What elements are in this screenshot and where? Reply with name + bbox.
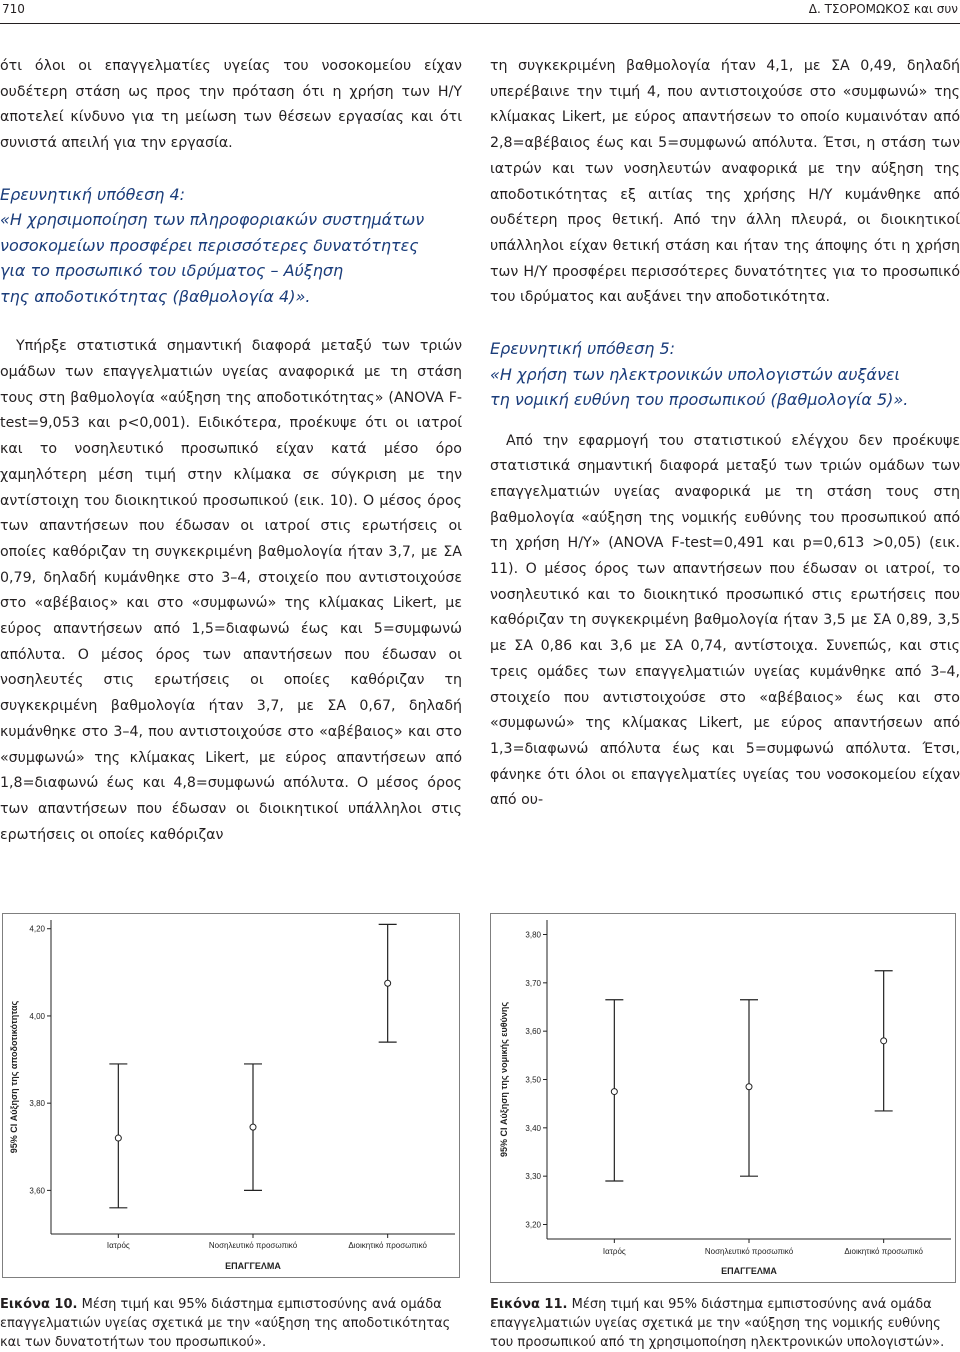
left-paragraph-1: ότι όλοι οι επαγγελματίες υγείας του νοσοκομείου είχαν ουδέτερη στάση ως προς την πρόταση ότι η χρήση των Η/Υ αποτελεί κίνδυνο για τη μείωση των θέσεων εργασίας και ότι συνιστά απειλή για την εργασία. <box>0 58 462 152</box>
left-column <box>0 54 462 848</box>
x-tick-label: Ιατρός <box>602 1247 626 1256</box>
figure-10-chart <box>2 913 460 1278</box>
y-tick-label: 3,20 <box>525 1220 541 1230</box>
figure-11-caption <box>490 1295 960 1352</box>
hypothesis-4-line: για το προσωπικό του ιδρύματος – Αύξηση <box>0 261 344 281</box>
y-tick-label: 3,80 <box>525 930 541 940</box>
x-tick-label: Διοικητικό προσωπικό <box>348 1241 427 1250</box>
x-axis-label: ΕΠΑΓΓΕΛΜΑ <box>225 1261 281 1271</box>
y-tick-label: 3,80 <box>29 1099 45 1109</box>
hypothesis-4 <box>0 182 462 310</box>
mean-point <box>746 1084 752 1090</box>
running-author: Δ. ΤΣΟΡΟΜΩΚΟΣ και συν <box>808 2 958 16</box>
y-tick-label: 4,00 <box>29 1011 45 1021</box>
mean-point <box>385 980 391 986</box>
y-tick-label: 4,20 <box>29 924 45 934</box>
figure-10 <box>2 913 460 1278</box>
right-paragraph-2: Από την εφαρμογή του στατιστικού ελέγχου δεν προέκυψε στατιστικά σημαντική διαφορά μεταξύ των τριών ομάδων των επαγγελματιών υγείας αναφορικά με τη στάση τους στη βαθμολογία «αύξηση της νομικής ευθύνης του προσωπικού από τη χρήση Η/Υ» (ANOVA F-test=0,491 και p=0,613 >0,05) (εικ. 11). Ο μέσος όρος των απαντήσεων που έδωσαν οι ιατροί, το νοσηλευτικό και το διοικητικό προσωπικό στις ερωτήσεις που καθόριζαν τη συγκεκριμένη βαθμολογία ήταν 3,5 με ΣΑ 0,89, 3,5 με ΣΑ 0,86 και 3,6 με ΣΑ 0,74, αντίστοιχα. Συνεπώς, και στις τρεις ομάδες των επαγγελματιών υγείας κυμάνθηκε από 3–4, στοιχείο που αντιστοιχούσε στο «αβέβαιος» έως και στο «συμφωνώ» της κλίμακας Likert, με εύρος απαντήσεων από 1,3=διαφωνώ απόλυτα έως και 5=συμφωνώ απόλυτα. Έτσι, φάνηκε ότι όλοι οι επαγγελματίες υγείας του νοσοκομείου είχαν από ου- <box>490 432 960 809</box>
hypothesis-5-line: τη νομική ευθύνη του προσωπικού (βαθμολογία 5)». <box>490 390 909 410</box>
x-tick-label: Ιατρός <box>106 1241 130 1250</box>
y-tick-label: 3,50 <box>525 1075 541 1085</box>
x-tick-label: Διοικητικό προσωπικό <box>844 1247 923 1256</box>
figure-11-caption-label: Εικόνα 11. <box>490 1297 568 1312</box>
right-paragraph-1: τη συγκεκριμένη βαθμολογία ήταν 4,1, με ΣΑ 0,49, δηλαδή υπερέβαινε την τιμή 4, που αντιστοιχούσε στο «συμφωνώ» της κλίμακας Likert, με εύρος απαντήσεων το οποίο κυμαινόταν από 2,8=αβέβαιος έως και 5=συμφωνώ απόλυτα. Έτσι, η στάση των ιατρών και των νοσηλευτών αναφορικά με την αύξηση της αποδοτικότητας εξ αιτίας της χρήσης Η/Υ κυμάνθηκε από ουδέτερη προς θετική. Από την άλλη πλευρά, οι διοικητικοί υπάλληλοι είχαν θετική στάση και ήταν της άποψης ότι η χρήση των Η/Υ προσφέρει περισσότερες δυνατότητες για το προσωπικό του ιδρύματος και αυξάνει την αποδοτικότητα. <box>490 58 960 306</box>
figure-11-chart <box>490 913 956 1283</box>
mean-point <box>881 1038 887 1044</box>
x-axis-label: ΕΠΑΓΓΕΛΜΑ <box>721 1266 777 1276</box>
x-tick-label: Νοσηλευτικό προσωπικό <box>208 1241 298 1250</box>
hypothesis-4-line: «Η χρησιμοποίηση των πληροφοριακών συστημάτων <box>0 210 425 230</box>
header-rule <box>0 23 960 24</box>
hypothesis-5-line: «Η χρήση των ηλεκτρονικών υπολογιστών αυξάνει <box>490 364 900 384</box>
figure-11 <box>490 913 956 1283</box>
right-column <box>490 54 960 814</box>
figure-10-caption-label: Εικόνα 10. <box>0 1297 78 1312</box>
y-axis-label: 95% CI Αύξηση της νομικής ευθύνης <box>499 1001 509 1158</box>
y-tick-label: 3,30 <box>525 1172 541 1182</box>
hypothesis-4-line: νοσοκομείων προσφέρει περισσότερες δυνατότητες <box>0 235 419 255</box>
figure-10-caption-text: Μέση τιμή και 95% διάστημα εμπιστοσύνης ανά ομάδα επαγγελματιών υγείας σχετικά με την «αύξηση της αποδοτικότητας και των δυνατοτήτων του προσωπικού». <box>0 1297 451 1350</box>
hypothesis-4-title: Ερευνητική υπόθεση 4: <box>0 184 186 204</box>
figure-11-caption-text: Μέση τιμή και 95% διάστημα εμπιστοσύνης ανά ομάδα επαγγελματιών υγείας σχετικά με την «αύξηση της νομικής ευθύνης του προσωπικού από τη χρησιμοποίηση ηλεκτρονικών υπολογιστών». <box>490 1297 945 1350</box>
page-header <box>0 2 960 24</box>
y-tick-label: 3,70 <box>525 978 541 988</box>
hypothesis-5-title: Ερευνητική υπόθεση 5: <box>490 339 676 359</box>
x-tick-label: Νοσηλευτικό προσωπικό <box>704 1247 794 1256</box>
mean-point <box>611 1089 617 1095</box>
mean-point <box>115 1135 121 1141</box>
y-tick-label: 3,40 <box>525 1123 541 1133</box>
y-tick-label: 3,60 <box>29 1186 45 1196</box>
y-tick-label: 3,60 <box>525 1027 541 1037</box>
figure-10-caption <box>0 1295 466 1352</box>
hypothesis-4-line: της αποδοτικότητας (βαθμολογία 4)». <box>0 286 311 306</box>
left-paragraph-2: Υπήρξε στατιστικά σημαντική διαφορά μεταξύ των τριών ομάδων των επαγγελματιών υγείας αναφορικά με τη στάση τους στη βαθμολογία «αύξηση της αποδοτικότητας» (ANOVA F-test=9,053 και p<0,001). Ειδικότερα, προέκυψε ότι οι ιατροί και το νοσηλευτικό προσωπικό είχαν κατά μέσο όρο χαμηλότερη μέση τιμή στην κλίμακα σε σύγκριση με την αντίστοιχη του διοικητικού προσωπικού (εικ. 10). Ο μέσος όρος των απαντήσεων που έδωσαν οι ιατροί στις ερωτήσεις οι οποίες καθόριζαν τη συγκεκριμένη βαθμολογία ήταν 3,7, με ΣΑ 0,79, δηλαδή κυμάνθηκε στο 3–4, στοιχείο που αντιστοιχούσε στο «αβέβαιος» και στο «συμφωνώ» της κλίμακας Likert, με εύρος απαντήσεων από 1,5=διαφωνώ έως και 5=συμφωνώ απόλυτα. Ο μέσος όρος των απαντήσεων που έδωσαν οι νοσηλευτές στις ερωτήσεις οι οποίες καθόριζαν τη συγκεκριμένη βαθμολογία ήταν 3,7, με ΣΑ 0,67, δηλαδή κυμάνθηκε στο 3–4, που αντιστοιχούσε στο «αβέβαιος» και στο «συμφωνώ» της κλίμακας Likert, με εύρος απαντήσεων από 1,8=διαφωνώ έως και 4,8=συμφωνώ απόλυτα. Ο μέσος όρος των απαντήσεων που έδωσαν οι διοικητικοί υπάλληλοι στις ερωτήσεις οι οποίες καθόριζαν <box>0 338 462 843</box>
hypothesis-5 <box>490 336 960 413</box>
y-axis-label: 95% CI Αύξηση της αποδοτικότητας <box>9 1000 19 1154</box>
page-number: 710 <box>2 2 25 16</box>
mean-point <box>250 1124 256 1130</box>
